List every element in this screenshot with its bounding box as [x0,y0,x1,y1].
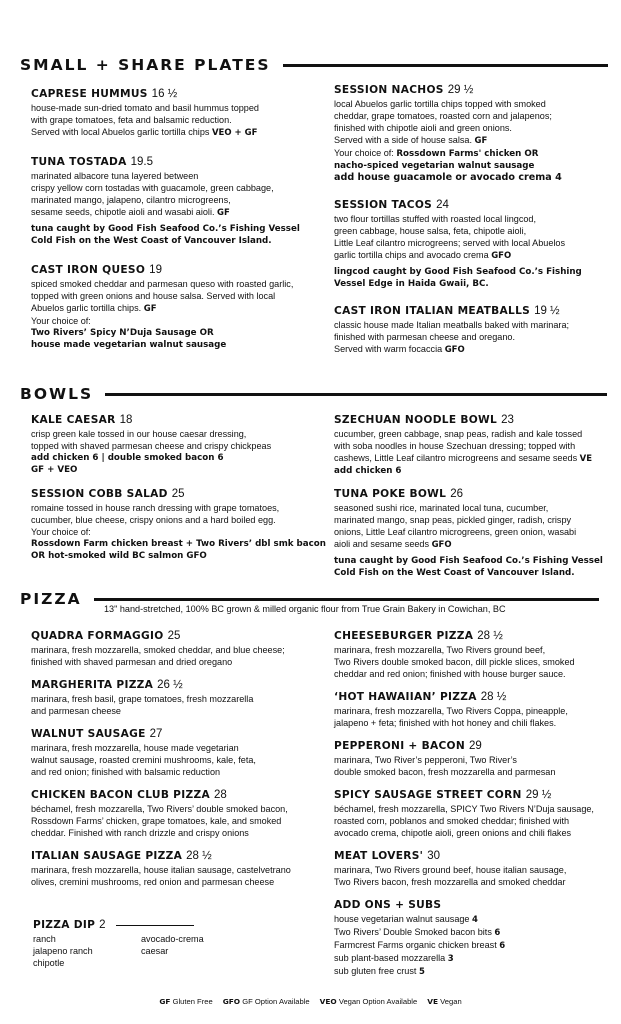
diet-tag: GFO [431,540,452,550]
diet-tag: VEO + GF [211,128,258,138]
item-note: OR hot-smoked wild BC salmon GFO [31,551,207,561]
item-name: CAPRESE HUMMUS [31,88,148,100]
item-header [31,727,316,742]
item-header [31,678,316,693]
item-name: SESSION COBB SALAD [31,488,168,500]
item-name: TUNA TOSTADA [31,156,127,168]
dip-option: chipotle [33,958,65,968]
item-description: green cabbage, house salsa, feta, chipotle aioli, [334,226,527,236]
menu-item [31,629,316,668]
divider [116,925,194,926]
item-description: sesame seeds, chipotle aioli and wasabi aioli. GF [31,207,230,218]
item-description: Two Rivers double smoked bacon, dill pickle slices, smoked [334,657,575,667]
item-description: with soba noodles in house Szechuan dressing; topped with [334,441,576,451]
legend-entry [223,997,310,1006]
item-name: SPICY SAUSAGE STREET CORN [334,789,522,801]
section-title: PIZZA [20,590,82,608]
item-header [334,739,614,754]
legend-entry [320,997,418,1006]
item-description: Two Rivers’ Double Smoked bacon bits 6 [334,927,501,938]
pizza-dip-header [33,918,293,933]
dietary-legend [0,997,621,1006]
item-price: 19 ½ [534,305,560,317]
item-note: tuna caught by Good Fish Seafood Co.’s Fishing Vessel [334,556,603,566]
legend-entry [427,997,461,1006]
item-header [31,413,316,428]
item-description: marinara, fresh mozzarella, house made vegetarian [31,743,239,753]
menu-item [31,87,316,139]
item-note: add chicken 6 [334,466,402,476]
item-note: Two Rivers’ Spicy N’Duja Sausage OR [31,328,214,338]
item-note: Rossdown Farm chicken breast + Two Rivers’ dbl smk bacon [31,539,326,549]
item-name: CAST IRON QUESO [31,264,146,276]
dip-option: caesar [141,946,169,956]
legend-label: GF Option Available [242,997,310,1006]
item-name: MEAT LOVERS' [334,850,424,862]
item-description: house-made sun-dried tomato and basil hummus topped [31,103,259,113]
diet-tag: GFO [491,251,512,261]
item-note: lingcod caught by Good Fish Seafood Co.’s Fishing [334,267,582,277]
item-name: WALNUT SAUSAGE [31,728,146,740]
item-description: béchamel, fresh mozzarella, Two Rivers’ double smoked bacon, [31,804,288,814]
diet-tag: GF [474,136,488,146]
diet-tag: GF [143,304,157,314]
item-name: KALE CAESAR [31,414,116,426]
dip-option [141,957,231,969]
item-note: house made vegetarian walnut sausage [31,340,227,350]
item-description: cheddar and red onion; finished with house burger sauce. [334,669,566,679]
menu-item [334,83,614,184]
item-header [334,849,614,864]
item-price: 29 [469,740,482,752]
small-plates-right-column [334,83,614,356]
item-description: marinated albacore tuna layered between [31,171,199,181]
menu-item [334,690,614,729]
item-name: CHICKEN BACON CLUB PIZZA [31,789,210,801]
item-header [31,155,316,170]
item-header [334,83,614,98]
item-description: seasoned sushi rice, marinated local tuna, cucumber, [334,503,549,513]
item-price: 29 ½ [447,84,474,96]
item-description: double smoked bacon, fresh mozzarella and parmesan [334,767,556,777]
menu-item [334,739,614,778]
legend-label: Vegan Option Available [338,997,418,1006]
section-header-small-plates [20,56,608,74]
item-name: MARGHERITA PIZZA [31,679,154,691]
legend-label: Vegan [440,997,462,1006]
item-price: 19.5 [130,156,154,168]
menu-item [334,413,614,477]
item-description: cheddar. Finished with ranch drizzle and crispy onions [31,828,249,838]
diet-tag: GFO [444,345,465,355]
pizza-dip-options [33,933,293,969]
pizza-left-column [31,629,316,888]
item-price: 28 ½ [477,630,503,642]
dip-option: ranch [33,934,56,944]
diet-tag: 6 [499,941,506,951]
item-description: marinara, fresh mozzarella, house italian sausage, castelvetrano [31,865,291,875]
item-price: 29 ½ [525,789,552,801]
item-description: Little Leaf cilantro microgreens; served with local Abuelos [334,238,565,248]
legend-code: VE [427,997,438,1006]
item-note: Vessel Edge in Haida Gwaii, BC. [334,279,489,289]
item-description: Rossdown Farms’ chicken, grape tomatoes, kale, and smoked [31,816,282,826]
menu-item [31,678,316,717]
item-name: SESSION TACOS [334,199,433,211]
item-description: spiced smoked cheddar and parmesan queso with roasted garlic, [31,279,294,289]
item-price: 28 ½ [480,691,507,703]
legend-label: Gluten Free [172,997,213,1006]
item-description: finished with parmesan cheese and oregano. [334,332,515,342]
item-description: Farmcrest Farms organic chicken breast 6 [334,940,506,951]
item-description: topped with green onions and house salsa. Served with local [31,291,276,301]
section-title: BOWLS [20,385,94,403]
item-description: Your choice of: Rossdown Farms' chicken OR [334,148,539,159]
item-description: Two Rivers bacon, fresh mozzarella and smoked cheddar [334,877,566,887]
menu-item [31,849,316,888]
item-note: GF + VEO [31,465,78,475]
divider [105,393,607,396]
item-description: marinara, fresh mozzarella, smoked cheddar, and blue cheese; [31,645,285,655]
item-header [31,87,316,102]
divider [94,598,599,601]
item-description: aioli and sesame seeds GFO [334,539,452,550]
item-header [31,788,316,803]
item-description: avocado crema, chipotle aioli, green onions and chili flakes [334,828,572,838]
pizza-dip [33,918,293,969]
item-note: Cold Fish on the West Coast of Vancouver Island. [334,568,575,578]
item-description: marinara, fresh mozzarella, Two Rivers Coppa, pineapple, [334,706,568,716]
item-description: with grape tomatoes, feta and balsamic reduction. [31,115,232,125]
item-description: romaine tossed in house ranch dressing with grape tomatoes, [31,503,280,513]
item-description: crispy yellow corn tostadas with guacamole, green cabbage, [31,183,274,193]
item-description: onions, Little Leaf cilantro microgreens, green onion, wasabi [334,527,577,537]
item-description: sub plant-based mozzarella 3 [334,953,454,964]
item-description: and red onion; finished with balsamic reduction [31,767,221,777]
pizza-subtitle: 13" hand-stretched, 100% BC grown & milled organic flour from True Grain Bakery in Cowichan, BC [104,604,506,614]
item-price: 18 [119,414,133,426]
item-header [334,198,614,213]
item-name: CHEESEBURGER PIZZA [334,630,474,642]
item-header [334,629,614,644]
small-plates-left-column [31,87,316,351]
item-description: finished with shaved parmesan and dried oregano [31,657,233,667]
item-description: house vegetarian walnut sausage 4 [334,914,478,925]
section-title: SMALL + SHARE PLATES [20,56,271,74]
item-description: roasted corn, poblanos and smoked cheddar; finished with [334,816,570,826]
menu-item [31,788,316,839]
item-name: QUADRA FORMAGGIO [31,630,164,642]
item-price: 25 [167,630,181,642]
item-description: marinara, Two River’s pepperoni, Two River’s [334,755,517,765]
item-note: nacho-spiced vegetarian walnut sausage [334,161,535,171]
item-description: two flour tortillas stuffed with roasted local lingcod, [334,214,537,224]
item-description: marinara, fresh basil, grape tomatoes, fresh mozzarella [31,694,254,704]
item-header [334,304,614,319]
menu-item [31,727,316,778]
diet-tag: GF [217,208,230,218]
menu-item [31,487,326,562]
item-price: 16 ½ [151,88,178,100]
menu-item [31,155,316,247]
item-header [334,487,614,502]
item-description: Abuelos garlic tortilla chips. GF [31,303,157,314]
item-name: TUNA POKE BOWL [334,488,447,500]
item-price: 26 ½ [157,679,183,691]
item-note: Rossdown Farms' chicken OR [396,149,539,159]
item-header [334,413,614,428]
item-description: marinara, fresh mozzarella, Two Rivers ground beef, [334,645,546,655]
item-description: marinara, Two Rivers ground beef, house italian sausage, [334,865,567,875]
item-description: Served with warm focaccia GFO [334,344,465,355]
item-price: 28 ½ [186,850,212,862]
bowls-left-column [31,413,326,562]
legend-code: GFO [222,997,241,1006]
diet-tag: 4 [472,915,478,925]
item-description: cucumber, blue cheese, crispy onions and a hard boiled egg. [31,515,276,525]
item-price: 24 [436,199,449,211]
item-description: Your choice of: [31,527,91,537]
item-description: walnut sausage, roasted cremini mushrooms, kale, feta, [31,755,256,765]
item-description: local Abuelos garlic tortilla chips topped with smoked [334,99,546,109]
item-description: béchamel, fresh mozzarella, SPICY Two Rivers N’Duja sausage, [334,804,594,814]
item-price: 28 [213,789,227,801]
item-price: 23 [501,414,514,426]
menu-item [334,198,614,290]
dip-option: jalapeno ranch [33,946,93,956]
item-note: tuna caught by Good Fish Seafood Co.’s Fishing Vessel [31,224,300,234]
item-description: Served with local Abuelos garlic tortilla chips VEO + GF [31,127,258,138]
menu-item [334,849,614,888]
menu-item [334,304,614,356]
item-header [334,690,614,705]
item-name: PEPPERONI + BACON [334,740,466,752]
item-header [31,629,316,644]
item-price: 2 [99,919,106,931]
item-description: topped with shaved parmesan cheese and crispy chickpeas [31,441,272,451]
item-header [31,263,316,278]
item-header [31,487,316,502]
diet-tag: VE [579,454,593,464]
menu-item [334,487,614,579]
item-name: SESSION NACHOS [334,84,444,96]
legend-code: VEO [319,997,337,1006]
menu-item [31,263,316,351]
menu-item [334,898,614,978]
bowls-right-column [334,413,614,579]
item-description: jalapeno + feta; finished with hot honey and chili flakes. [334,718,557,728]
item-description: cucumber, green cabbage, snap peas, radish and kale tossed [334,429,583,439]
item-description: cashews, Little Leaf cilantro microgreens and sesame seeds VE [334,453,593,464]
item-name: SZECHUAN NOODLE BOWL [334,414,498,426]
item-description: sub gluten free crust 5 [334,966,425,977]
item-description: crisp green kale tossed in our house caesar dressing, [31,429,247,439]
menu-item [334,629,614,680]
menu-item [31,413,316,476]
item-description: marinated mango, jalapeno, cilantro microgreens, [31,195,231,205]
item-name: ADD ONS + SUBS [334,899,442,911]
item-description: Your choice of: [31,316,91,326]
item-price: 26 [450,488,463,500]
item-header [31,849,316,864]
legend-entry [159,997,212,1006]
item-header [334,788,614,803]
item-description: Served with a side of house salsa. GF [334,135,488,146]
diet-tag: 5 [418,967,425,977]
item-note: add house guacamole or avocado crema 4 [334,172,562,183]
item-price: 19 [149,264,162,276]
menu-item [334,788,614,839]
diet-tag: 6 [494,928,501,938]
item-description: cheddar, grape tomatoes, roasted corn and jalapenos; [334,111,552,121]
item-price: 30 [427,850,441,862]
item-name: ITALIAN SAUSAGE PIZZA [31,850,183,862]
item-note: Cold Fish on the West Coast of Vancouver Island. [31,236,272,246]
legend-code: GF [159,997,171,1006]
item-name: PIZZA DIP [33,919,96,931]
item-note: add chicken 6 | double smoked bacon 6 [31,453,224,463]
item-header [334,898,614,913]
item-price: 25 [171,488,185,500]
item-description: classic house made Italian meatballs baked with marinara; [334,320,570,330]
item-description: and parmesan cheese [31,706,121,716]
item-name: CAST IRON ITALIAN MEATBALLS [334,305,531,317]
item-name: ‘HOT HAWAIIAN’ PIZZA [334,691,477,703]
item-price: 27 [149,728,163,740]
diet-tag: 3 [447,954,454,964]
item-description: garlic tortilla chips and avocado crema GFO [334,250,512,261]
section-header-bowls [20,385,607,403]
item-description: finished with chipotle aioli and green onions. [334,123,512,133]
item-description: marinated mango, snap peas, pickled ginger, radish, crispy [334,515,572,525]
divider [283,64,608,67]
pizza-right-column [334,629,614,978]
dip-option: avocado-crema [141,934,204,944]
item-description: olives, cremini mushrooms, red onion and parmesan cheese [31,877,275,887]
